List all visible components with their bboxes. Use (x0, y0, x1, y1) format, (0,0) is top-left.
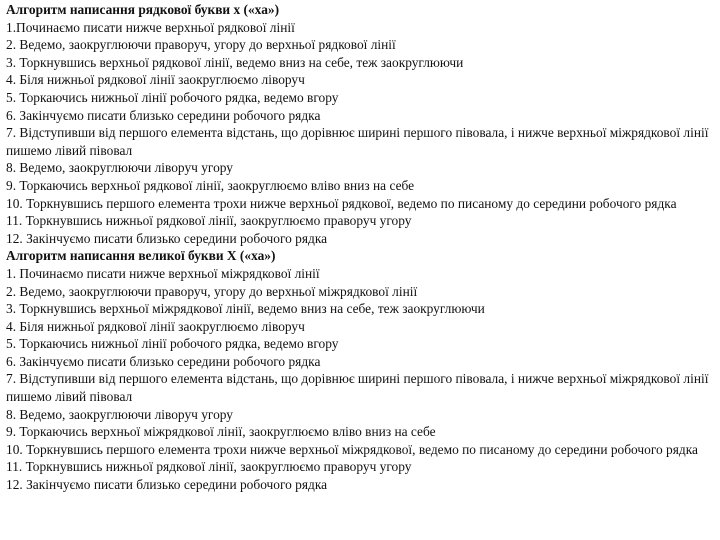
step-8: 8. Ведемо, заокруглюючи ліворуч угору (6, 406, 233, 422)
step-4: 4. Біля нижньої рядкової лінії заокруглюємо ліворуч (6, 318, 305, 334)
step-11: 11. Торкнувшись нижньої рядкової лінії, заокруглюємо праворуч угору (6, 213, 412, 229)
step-2: 2. Ведемо, заокруглюючи праворуч, угору до верхньої рядкової лінії (6, 37, 396, 53)
step-3: 3. Торкнувшись верхньої міжрядкової лінії, ведемо вниз на себе, теж заокруглюючи (6, 301, 485, 317)
step-6: 6. Закінчуємо писати близько середини робочого рядка (6, 107, 321, 123)
section-uppercase (6, 247, 716, 493)
section-lowercase (6, 1, 716, 247)
step-1: 1.Починаємо писати нижче верхньої рядкової лінії (6, 19, 295, 35)
step-5: 5. Торкаючись нижньої лінії робочого рядка, ведемо вгору (6, 89, 339, 105)
document-body (6, 1, 716, 494)
step-11: 11. Торкнувшись нижньої рядкової лінії, заокруглюємо праворуч угору (6, 459, 412, 475)
step-12: 12. Закінчуємо писати близько середини робочого рядка (6, 477, 328, 493)
step-3: 3. Торкнувшись верхньої рядкової лінії, ведемо вниз на себе, теж заокруглюючи (6, 54, 464, 70)
step-7: 7. Відступивши від першого елемента відстань, що дорівнює ширині першого півовала, і нижче верхньої міжрядкової лінії пишемо лівий півовал (6, 371, 709, 405)
step-2: 2. Ведемо, заокруглюючи праворуч, угору до верхньої міжрядкової лінії (6, 283, 418, 299)
section-title: Алгоритм написання великої букви Х («ха») (6, 248, 276, 264)
step-9: 9. Торкаючись верхньої рядкової лінії, заокруглюємо вліво вниз на себе (6, 177, 415, 193)
step-8: 8. Ведемо, заокруглюючи ліворуч угору (6, 160, 233, 176)
step-1: 1. Починаємо писати нижче верхньої міжрядкової лінії (6, 265, 320, 281)
step-12: 12. Закінчуємо писати близько середини робочого рядка (6, 230, 328, 246)
step-9: 9. Торкаючись верхньої міжрядкової лінії, заокруглюємо вліво вниз на себе (6, 424, 436, 440)
step-4: 4. Біля нижньої рядкової лінії заокруглюємо ліворуч (6, 72, 305, 88)
step-5: 5. Торкаючись нижньої лінії робочого рядка, ведемо вгору (6, 336, 339, 352)
step-10: 10. Торкнувшись першого елемента трохи нижче верхньої міжрядкової, ведемо по писаному до середини робочого рядка (6, 441, 698, 457)
step-6: 6. Закінчуємо писати близько середини робочого рядка (6, 353, 321, 369)
section-title: Алгоритм написання рядкової букви х («ха») (6, 2, 280, 17)
step-7: 7. Відступивши від першого елемента відстань, що дорівнює ширині першого півовала, і нижче верхньої міжрядкової лінії пишемо лівий півовал (6, 125, 709, 158)
step-10: 10. Торкнувшись першого елемента трохи нижче верхньої рядкової, ведемо по писаному до середини робочого рядка (6, 195, 677, 211)
